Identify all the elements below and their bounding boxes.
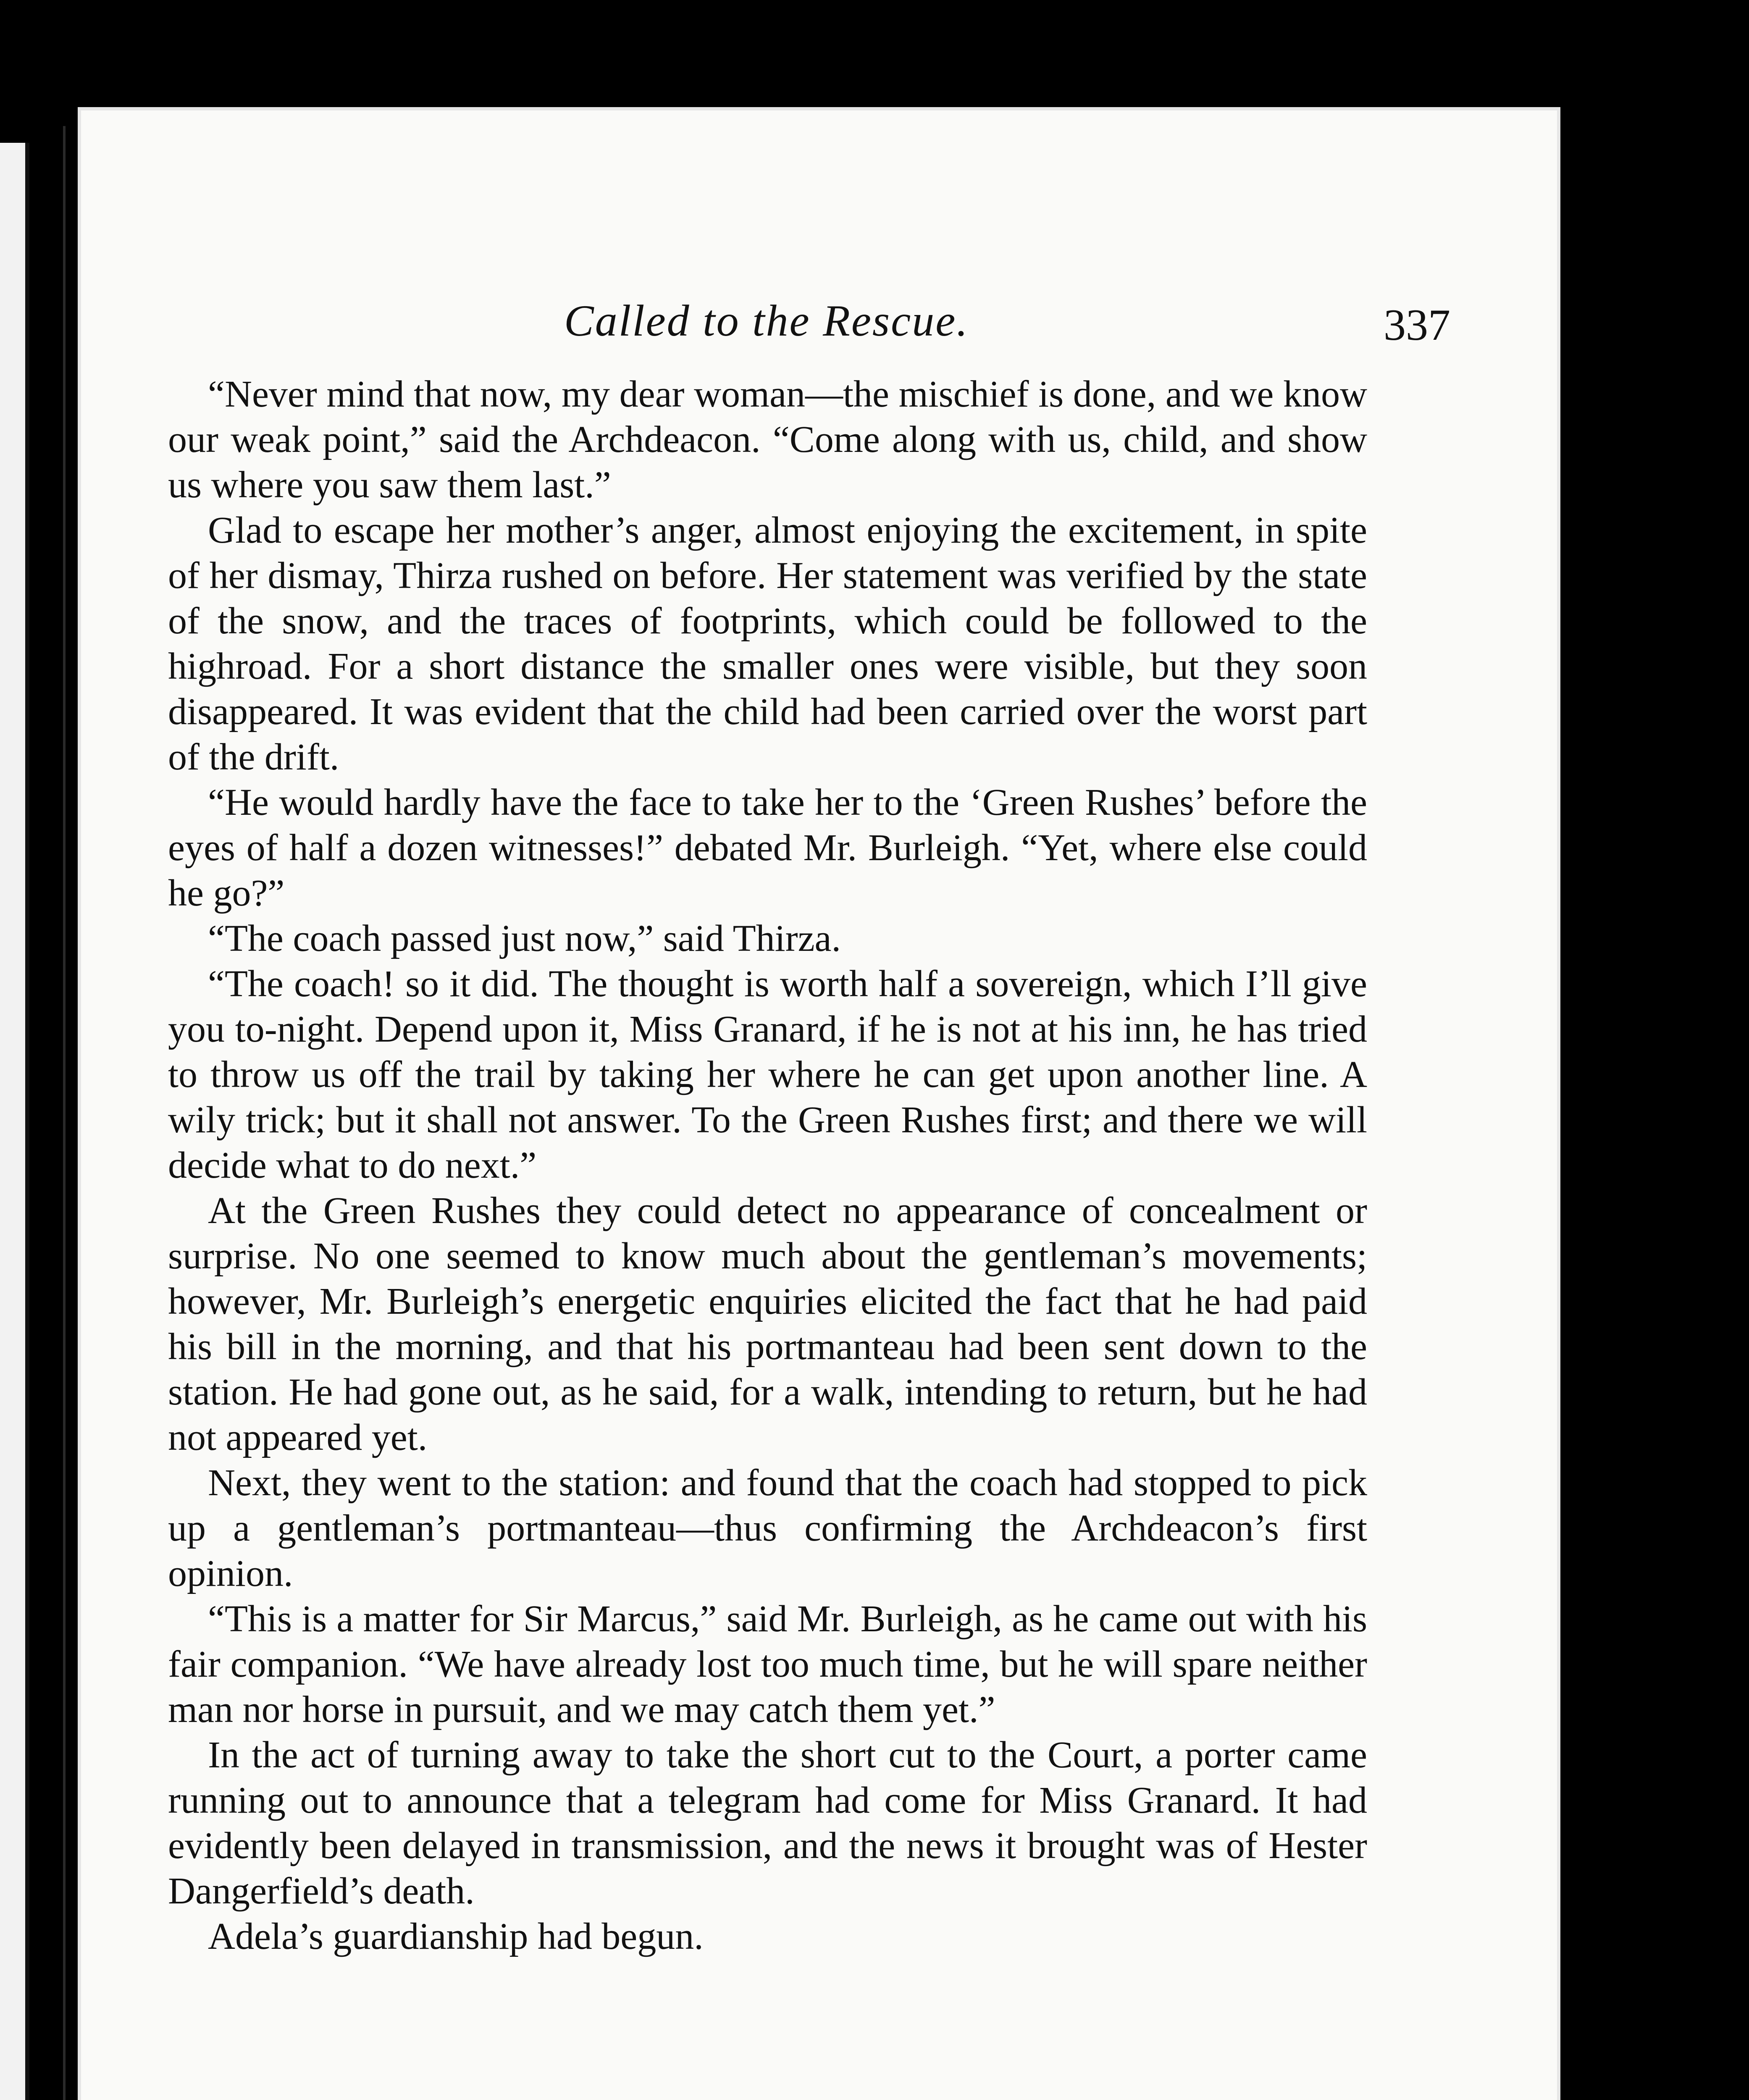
adjacent-page-edge — [0, 143, 29, 2100]
book-binding-edge — [63, 126, 66, 2100]
paragraph: “The coach! so it did. The thought is worth half a sovereign, which I’ll give you to-night. Depend upon it, Miss Granard, if he is not at his inn, he has tried to throw us off the trail by taking her where he can get upon another line. A wily trick; but it shall not answer. To the Green Rushes first; and there we will decide what to do next.” — [168, 963, 1367, 1186]
paragraph: “He would hardly have the face to take her to the ‘Green Rushes’ before the eyes of half a dozen witnesses!” debated Mr. Burleigh. “Yet, where else could he go?” — [168, 782, 1367, 914]
paragraph: Next, they went to the station: and found that the coach had stopped to pick up a gentleman’s portmanteau—thus confirming the Archdeacon’s first opinion. — [168, 1462, 1367, 1594]
paragraph: “The coach passed just now,” said Thirza. — [208, 918, 841, 959]
paragraph: Adela’s guardianship had begun. — [208, 1916, 704, 1957]
paragraph: “This is a matter for Sir Marcus,” said Mr. Burleigh, as he came out with his fair companion. “We have already lost too much time, but he will spare neither man nor horse in pursuit, and we may catch them yet.” — [168, 1598, 1367, 1730]
paragraph: “Never mind that now, my dear woman—the mischief is done, and we know our weak point,” said the Archdeacon. “Come along with us, child, and show us where you saw them last.” — [168, 373, 1367, 506]
running-title: Called to the Rescue. — [564, 296, 969, 345]
page-number: 337 — [1384, 300, 1450, 349]
paragraph: In the act of turning away to take the short cut to the Court, a porter came running out to announce that a telegram had come for Miss Granard. It had evidently been delayed in transmission, and the news it brought was of Hester Dangerfield’s death. — [168, 1734, 1367, 1912]
paragraph: At the Green Rushes they could detect no appearance of concealment or surprise. No one seemed to know much about the gentleman’s movements; however, Mr. Burleigh’s energetic enquiries elicited the fact that he had paid his bill in the morning, and that his portmanteau had been sent down to the station. He had gone out, as he said, for a walk, intending to return, but he had not appeared yet. — [168, 1190, 1367, 1458]
body-text — [168, 372, 1367, 1959]
page-header — [564, 295, 1450, 358]
paragraph: Glad to escape her mother’s anger, almost enjoying the excitement, in spite of her dismay, Thirza rushed on before. Her statement was verified by the state of the snow, and the traces of footprints, which could be followed to the highroad. For a short distance the smaller ones were visible, but they soon disappeared. It was evident that the child had been carried over the worst part of the drift. — [168, 509, 1367, 778]
